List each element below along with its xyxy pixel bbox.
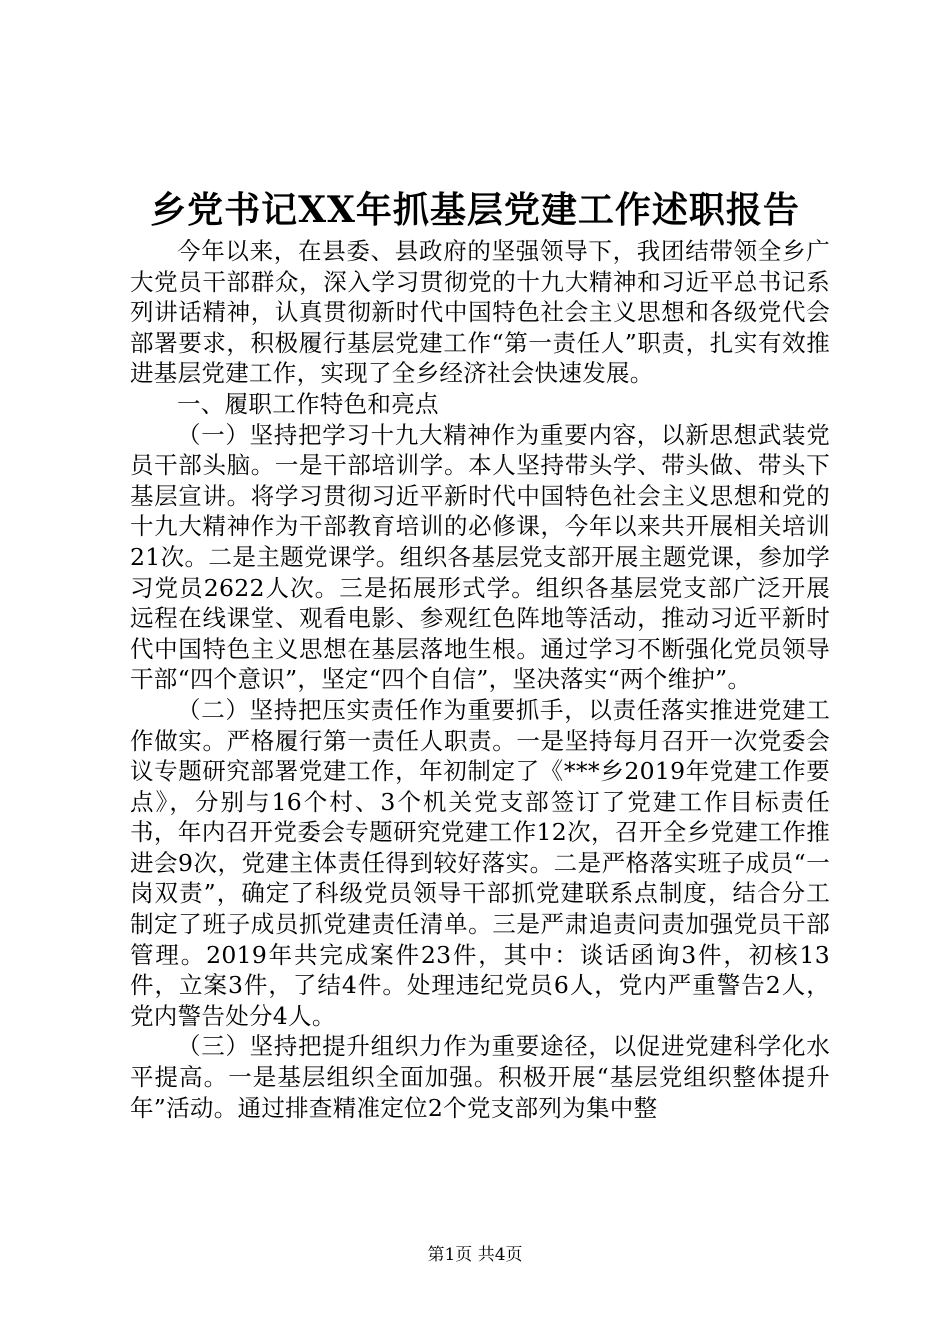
document-body [130,236,830,1123]
page-number-footer: 第1页 共4页 [427,1245,523,1265]
subsection-2-paragraph: （二）坚持把压实责任作为重要抓手，以责任落实推进党建工作做实。严格履行第一责任人职责。一是坚持每月召开一次党委会议专题研究部署党建工作，年初制定了《***乡2019年党建工作要点》，分别与16个村、3个机关党支部签订了党建工作目标责任书，年内召开党委会专题研究党建工作12次，召开全乡党建工作推进会9次，党建主体责任得到较好落实。二是严格落实班子成员“一岗双责”，确定了科级党员领导干部抓党建联系点制度，结合分工制定了班子成员抓党建责任清单。三是严肃追责问责加强党员干部管理。2019年共完成案件23件，其中：谈话函询3件，初核13件，立案3件，了结4件。处理违纪党员6人，党内严重警告2人，党内警告处分4人。 [130,695,830,1030]
document-title: 乡党书记XX年抓基层党建工作述职报告 [150,189,800,231]
intro-paragraph: 今年以来，在县委、县政府的坚强领导下，我团结带领全乡广大党员干部群众，深入学习贯彻党的十九大精神和习近平总书记系列讲话精神，认真贯彻新时代中国特色社会主义思想和各级党代会部署要求，积极履行基层党建工作“第一责任人”职责，扎实有效推进基层党建工作，实现了全乡经济社会快速发展。 [130,237,830,388]
subsection-3-paragraph: （三）坚持把提升组织力作为重要途径，以促进党建科学化水平提高。一是基层组织全面加强。积极开展“基层党组织整体提升年”活动。通过排查精准定位2个党支部列为集中整 [130,1032,830,1122]
subsection-1-paragraph: （一）坚持把学习十九大精神作为重要内容，以新思想武装党员干部头脑。一是干部培训学。本人坚持带头学、带头做、带头下基层宣讲。将学习贯彻习近平新时代中国特色社会主义思想和党的十九大精神作为干部教育培训的必修课，今年以来共开展相关培训21次。二是主题党课学。组织各基层党支部开展主题党课，参加学习党员2622人次。三是拓展形式学。组织各基层党支部广泛开展远程在线课堂、观看电影、参观红色阵地等活动，推动习近平新时代中国特色主义思想在基层落地生根。通过学习不断强化党员领导干部“四个意识”，坚定“四个自信”，坚决落实“两个维护”。 [130,420,830,694]
section-heading: 一、履职工作特色和亮点 [177,389,439,418]
